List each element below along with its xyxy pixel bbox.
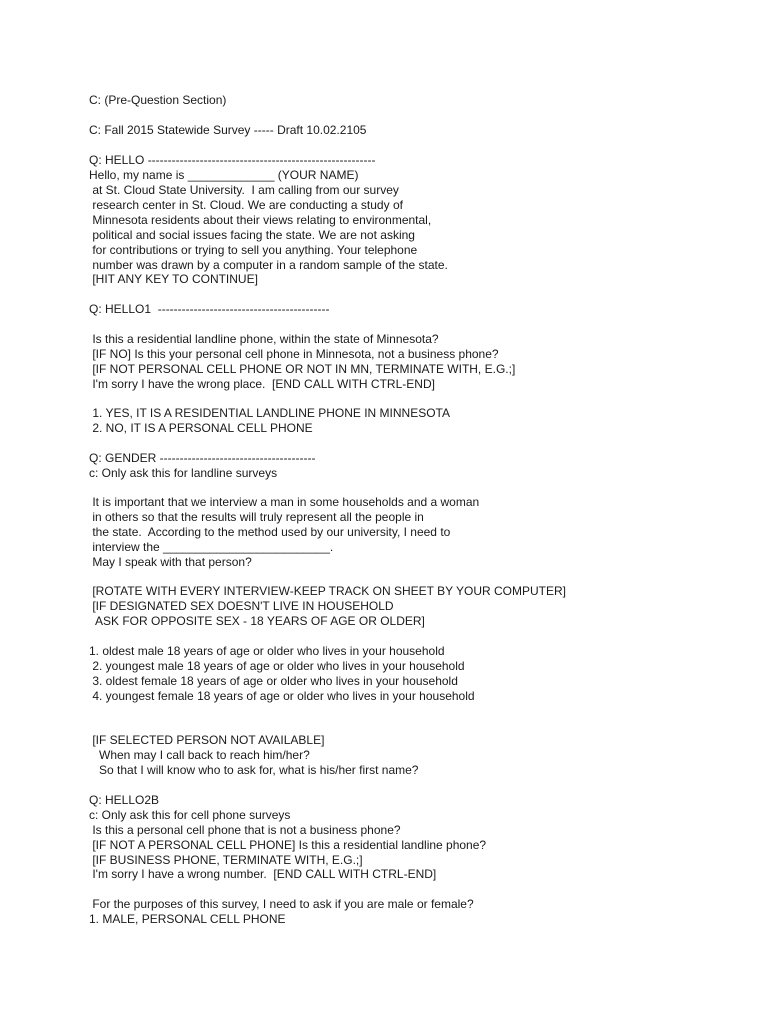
hello-text-line: Hello, my name is _____________ (YOUR NAME) [89, 168, 359, 182]
gender-text-line: the state. According to the method used by our university, I need to [89, 525, 451, 539]
hello2b-text-line: [IF NOT A PERSONAL CELL PHONE] Is this a residential landline phone? [89, 838, 487, 852]
gender-comment: c: Only ask this for landline surveys [89, 466, 278, 480]
gender-instruction: [IF DESIGNATED SEX DOESN'T LIVE IN HOUSEHOLD [89, 599, 394, 613]
hello1-option: 1. YES, IT IS A RESIDENTIAL LANDLINE PHONE IN MINNESOTA [89, 406, 450, 420]
hello-text-line: Minnesota residents about their views relating to environmental, [89, 213, 432, 227]
hello-text-line: research center in St. Cloud. We are conducting a study of [89, 198, 403, 212]
hello-text-line: for contributions or trying to sell you anything. Your telephone [89, 243, 418, 257]
gender-text-line: It is important that we interview a man in some households and a woman [89, 495, 480, 509]
gender-option: 4. youngest female 18 years of age or older who lives in your household [89, 689, 475, 703]
survey-title: C: Fall 2015 Statewide Survey ----- Draft 10.02.2105 [89, 123, 367, 137]
gender-instruction: ASK FOR OPPOSITE SEX - 18 YEARS OF AGE OR OLDER] [89, 614, 425, 628]
hello2b-comment: c: Only ask this for cell phone surveys [89, 808, 291, 822]
question-gender-header: Q: GENDER --------------------------------------- [89, 451, 316, 465]
gender-option: 2. youngest male 18 years of age or older who lives in your household [89, 659, 465, 673]
gender-option: 1. oldest male 18 years of age or older who lives in your household [89, 644, 445, 658]
hello2b-text-line: [IF BUSINESS PHONE, TERMINATE WITH, E.G.;] [89, 853, 363, 867]
hello-text-line: political and social issues facing the state. We are not asking [89, 228, 415, 242]
gender-text-line: in others so that the results will truly represent all the people in [89, 510, 424, 524]
gender-text-line: interview the _________________________. [89, 540, 334, 554]
hello1-text-line: I'm sorry I have the wrong place. [END CALL WITH CTRL-END] [89, 377, 435, 391]
gender-text-line: So that I will know who to ask for, what is his/her first name? [89, 763, 419, 777]
gender-text-line: When may I call back to reach him/her? [89, 748, 310, 762]
gender-text-line: May I speak with that person? [89, 555, 252, 569]
hello2b-option: 1. MALE, PERSONAL CELL PHONE [89, 912, 286, 926]
hello2b-text-line: For the purposes of this survey, I need to ask if you are male or female? [89, 897, 474, 911]
gender-option: 3. oldest female 18 years of age or older who lives in your household [89, 674, 458, 688]
question-hello1-header: Q: HELLO1 ------------------------------------------- [89, 302, 330, 316]
gender-instruction: [IF SELECTED PERSON NOT AVAILABLE] [89, 733, 325, 747]
section-heading: C: (Pre-Question Section) [89, 93, 227, 107]
hello-text-line: number was drawn by a computer in a random sample of the state. [89, 258, 448, 272]
question-hello2b-header: Q: HELLO2B [89, 793, 160, 807]
hello-text-line: at St. Cloud State University. I am calling from our survey [89, 183, 399, 197]
question-hello-header: Q: HELLO --------------------------------------------------------- [89, 153, 376, 167]
gender-instruction: [ROTATE WITH EVERY INTERVIEW-KEEP TRACK ON SHEET BY YOUR COMPUTER] [89, 584, 566, 598]
hello1-text-line: [IF NO] Is this your personal cell phone in Minnesota, not a business phone? [89, 347, 499, 361]
hello2b-text-line: Is this a personal cell phone that is not a business phone? [89, 823, 401, 837]
hello1-option: 2. NO, IT IS A PERSONAL CELL PHONE [89, 421, 313, 435]
hello2b-text-line: I'm sorry I have a wrong number. [END CALL WITH CTRL-END] [89, 867, 437, 881]
hello-instruction: [HIT ANY KEY TO CONTINUE] [89, 272, 258, 286]
hello1-text-line: Is this a residential landline phone, within the state of Minnesota? [89, 332, 439, 346]
hello1-text-line: [IF NOT PERSONAL CELL PHONE OR NOT IN MN, TERMINATE WITH, E.G.;] [89, 362, 516, 376]
